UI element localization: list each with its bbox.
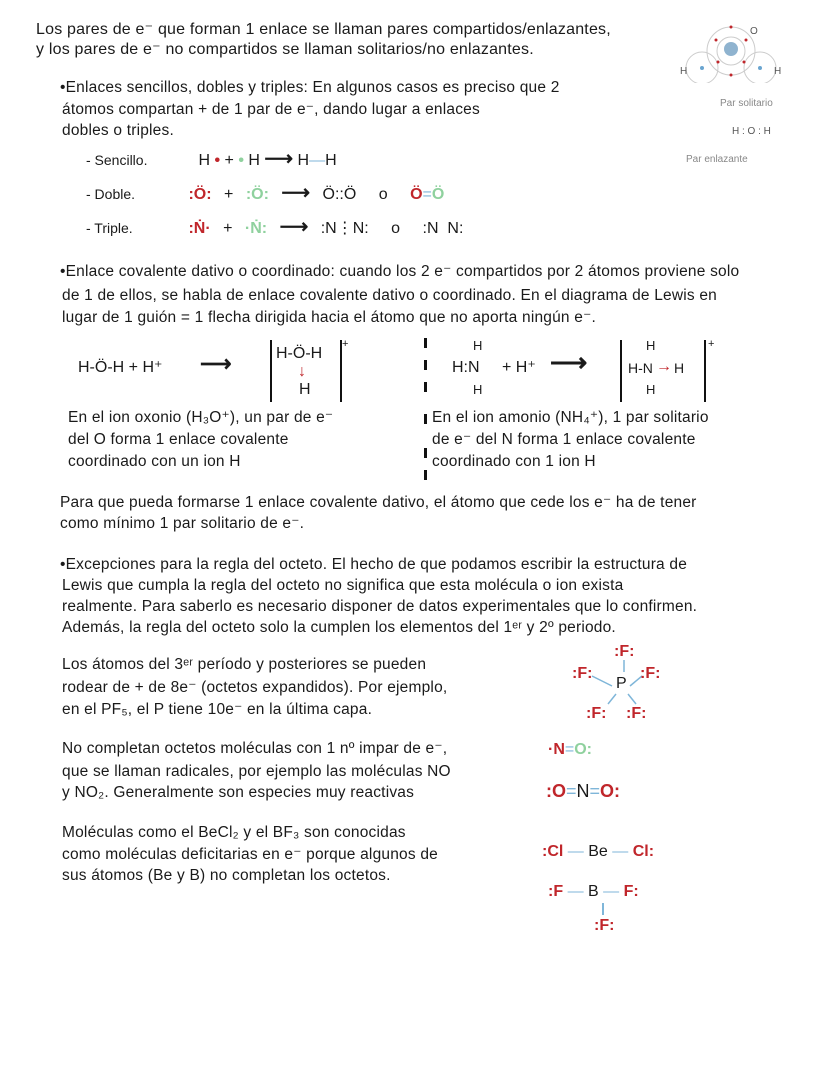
atom-n: ·N bbox=[548, 741, 565, 758]
nh4-h: H bbox=[674, 360, 685, 376]
dativo-line: lugar de 1 guión = 1 flecha dirigida hacia el átomo que no aporta ningún e⁻. bbox=[62, 309, 596, 326]
electron: • bbox=[214, 152, 221, 169]
dativo-note: como mínimo 1 par solitario de e⁻. bbox=[60, 515, 305, 532]
no-structure bbox=[548, 740, 592, 760]
atom-f: :F: bbox=[586, 705, 607, 722]
charge: + bbox=[342, 338, 349, 350]
atom: H bbox=[325, 152, 337, 169]
oxonio-text: En el ion oxonio (H₃O⁺), un par de e⁻ bbox=[68, 409, 334, 426]
arrow-icon: ⟶ bbox=[550, 347, 588, 377]
atom: :Ṅ· bbox=[188, 220, 211, 237]
doble-row bbox=[86, 183, 444, 205]
atom: H bbox=[297, 152, 310, 169]
triple-row bbox=[86, 217, 463, 239]
amonio-text: coordinado con 1 ion H bbox=[432, 453, 596, 470]
nh3-top: H bbox=[473, 338, 483, 353]
pf5-structure bbox=[560, 640, 670, 730]
oxonio-text: coordinado con un ion H bbox=[68, 453, 241, 470]
atom: Ö bbox=[431, 186, 445, 203]
bond: = bbox=[566, 781, 577, 801]
atom-f: :F: bbox=[594, 917, 615, 934]
sencillo-row bbox=[86, 149, 337, 171]
nh4-bottom: H bbox=[646, 382, 656, 397]
nh3-bottom: H bbox=[473, 382, 483, 397]
divider bbox=[424, 360, 427, 370]
dative-arrow-icon: ↓ bbox=[298, 363, 306, 380]
divider bbox=[424, 382, 427, 392]
atom-f: :F bbox=[548, 883, 564, 900]
dativo-note: Para que pueda formarse 1 enlace covalente dativo, el átomo que cede los e⁻ ha de tener bbox=[60, 494, 697, 511]
triple-label: - Triple. bbox=[86, 220, 133, 236]
bf3-structure bbox=[548, 882, 639, 902]
atom-cl: :Cl bbox=[542, 843, 564, 860]
nh4-top: H bbox=[646, 338, 656, 353]
radicales-text: que se llaman radicales, por ejemplo las moléculas NO bbox=[62, 763, 451, 780]
atom-f: :F: bbox=[626, 705, 647, 722]
bonds-line: átomos compartan + de 1 par de e⁻, dando lugar a enlaces bbox=[62, 101, 480, 118]
nh3-plus: + H⁺ bbox=[502, 359, 536, 376]
bf3-bond-vertical bbox=[602, 903, 604, 915]
atom-model-icon bbox=[676, 18, 786, 83]
atom-cl: Cl: bbox=[632, 843, 655, 860]
plus: + bbox=[223, 220, 233, 237]
atom-o: O: bbox=[574, 741, 593, 758]
excepciones-line: Además, la regla del octeto solo la cumplen los elementos del 1ᵉʳ y 2º periodo. bbox=[62, 619, 616, 636]
lewis-water: H : O : H bbox=[732, 126, 771, 137]
molecule: :N⋮N: bbox=[320, 220, 369, 237]
atom-p: P bbox=[616, 675, 627, 692]
charge: + bbox=[708, 338, 715, 350]
deficitarias-text: sus átomos (Be y B) no completan los octetos. bbox=[62, 867, 391, 884]
intro-line: y los pares de e⁻ no compartidos se llaman solitarios/no enlazantes. bbox=[36, 41, 534, 58]
atom-f: :F: bbox=[614, 643, 635, 660]
atom: :Ö: bbox=[188, 186, 212, 203]
sencillo-label: - Sencillo. bbox=[86, 152, 148, 168]
or: o bbox=[391, 220, 401, 237]
bond: — bbox=[567, 883, 584, 900]
par-solitario-label: Par solitario bbox=[720, 98, 773, 109]
excepciones-line: realmente. Para saberlo es necesario disponer de datos experimentales que lo confirmen. bbox=[62, 598, 698, 615]
arrow-icon: ⟶ bbox=[200, 351, 232, 376]
arrow-icon: ⟶ bbox=[281, 182, 311, 204]
atom-f: :F: bbox=[640, 665, 661, 682]
deficitarias-text: Moléculas como el BeCl₂ y el BF₃ son conocidas bbox=[62, 824, 406, 841]
molecule: Ö::Ö bbox=[322, 186, 357, 203]
arrow-icon: ⟶ bbox=[279, 216, 309, 238]
atom-f: :F: bbox=[572, 665, 593, 682]
par-enlazante-label: Par enlazante bbox=[686, 154, 748, 165]
bonds-line: dobles o triples. bbox=[62, 122, 174, 139]
atom-h-label: H bbox=[774, 66, 782, 77]
bond: — bbox=[309, 152, 326, 169]
divider bbox=[424, 470, 427, 480]
atom-n: N bbox=[576, 781, 590, 801]
water-atom-figure bbox=[676, 18, 786, 168]
bond: — bbox=[612, 843, 629, 860]
amonio-text: En el ion amonio (NH₄⁺), 1 par solitario bbox=[432, 409, 709, 426]
radicales-text: y NO₂. Generalmente son especies muy reactivas bbox=[62, 784, 415, 801]
expandidos-text: rodear de + de 8e⁻ (octetos expandidos). Por ejemplo, bbox=[62, 679, 448, 696]
bond: = bbox=[422, 186, 432, 203]
dativo-line: de 1 de ellos, se habla de enlace covalente dativo o coordinado. En el diagrama de Lewis en bbox=[62, 287, 717, 304]
or: o bbox=[378, 186, 388, 203]
atom: Ö bbox=[410, 186, 423, 203]
nh4-mid: H-N bbox=[628, 360, 653, 376]
plus: + bbox=[224, 186, 234, 203]
no2-structure bbox=[546, 781, 620, 801]
atom-b: B bbox=[588, 883, 599, 900]
doble-label: - Doble. bbox=[86, 186, 136, 202]
arrow-icon: ⟶ bbox=[264, 148, 294, 170]
atom-h-label: H bbox=[680, 66, 688, 77]
intro-line: Los pares de e⁻ que forman 1 enlace se llaman pares compartidos/enlazantes, bbox=[36, 21, 611, 38]
atom-be: Be bbox=[588, 843, 608, 860]
deficitarias-text: como moléculas deficitarias en e⁻ porque algunos de bbox=[62, 846, 438, 863]
bonds-line: •Enlaces sencillos, dobles y triples: En algunos casos es preciso que 2 bbox=[60, 79, 560, 96]
plus: + bbox=[224, 152, 234, 169]
atom-o: O: bbox=[600, 781, 621, 801]
bond: = bbox=[564, 741, 575, 758]
oxonio-text: del O forma 1 enlace covalente bbox=[68, 431, 289, 448]
dativo-line: •Enlace covalente dativo o coordinado: cuando los 2 e⁻ compartidos por 2 átomos proviene solo bbox=[60, 263, 740, 280]
expandidos-text: Los átomos del 3ᵉʳ período y posteriores se pueden bbox=[62, 656, 427, 673]
molecule: :N N: bbox=[422, 220, 464, 237]
becl2-structure bbox=[542, 842, 654, 862]
expandidos-text: en el PF₅, el P tiene 10e⁻ en la última capa. bbox=[62, 701, 373, 718]
oxonio-top: H-Ö-H bbox=[276, 345, 323, 362]
atom-o: :O bbox=[546, 781, 566, 801]
atom: H bbox=[248, 152, 260, 169]
bond: — bbox=[603, 883, 620, 900]
atom: ·Ṅ: bbox=[244, 220, 268, 237]
bond: = bbox=[589, 781, 601, 801]
water-lhs: H-Ö-H + H⁺ bbox=[78, 359, 163, 376]
atom: H bbox=[198, 152, 211, 169]
radicales-text: No completan octetos moléculas con 1 nº impar de e⁻, bbox=[62, 740, 448, 757]
divider bbox=[424, 338, 427, 348]
atom-f: F: bbox=[623, 883, 639, 900]
nh3-mid: H:N bbox=[452, 359, 480, 376]
atom: :Ö: bbox=[245, 186, 269, 203]
bond: — bbox=[567, 843, 584, 860]
atom-o-label: O bbox=[750, 26, 758, 37]
oxonio-bottom: H bbox=[299, 381, 311, 398]
dative-arrow-icon: → bbox=[656, 358, 672, 375]
electron: • bbox=[238, 152, 244, 169]
excepciones-line: Lewis que cumpla la regla del octeto no significa que esta molécula o ion exista bbox=[62, 577, 624, 594]
divider bbox=[424, 414, 427, 424]
excepciones-line: •Excepciones para la regla del octeto. El hecho de que podamos escribir la estructura de bbox=[60, 556, 688, 573]
divider bbox=[424, 448, 427, 458]
amonio-text: de e⁻ del N forma 1 enlace covalente bbox=[432, 431, 696, 448]
